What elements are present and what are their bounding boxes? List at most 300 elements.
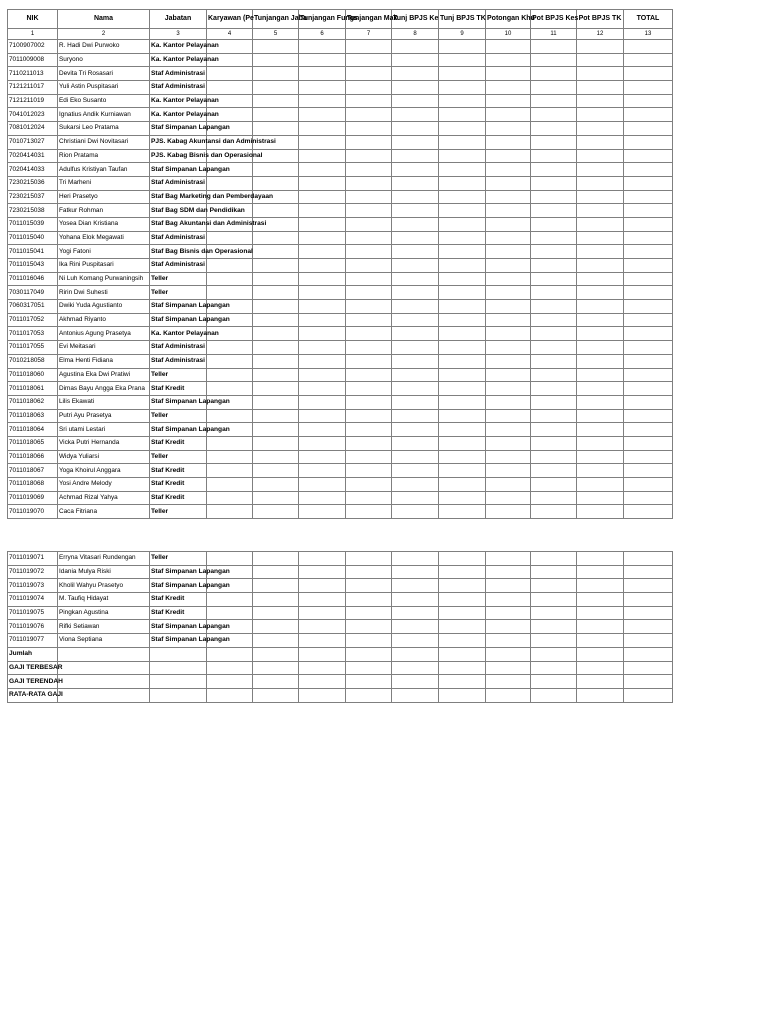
- value-cell[interactable]: [392, 675, 439, 689]
- value-cell[interactable]: [299, 190, 346, 204]
- value-cell[interactable]: [531, 579, 577, 593]
- value-cell[interactable]: [531, 593, 577, 607]
- value-cell[interactable]: [486, 368, 531, 382]
- value-cell[interactable]: [253, 491, 299, 505]
- value-cell[interactable]: [299, 53, 346, 67]
- nik-cell[interactable]: 7041012023: [8, 108, 58, 122]
- value-cell[interactable]: [346, 272, 392, 286]
- value-cell[interactable]: [439, 450, 486, 464]
- value-cell[interactable]: [486, 354, 531, 368]
- value-cell[interactable]: [150, 675, 207, 689]
- value-cell[interactable]: [577, 354, 624, 368]
- jabatan-cell[interactable]: Staf Simpanan Lapangan: [150, 395, 207, 409]
- value-cell[interactable]: [253, 354, 299, 368]
- value-cell[interactable]: [577, 108, 624, 122]
- value-cell[interactable]: [207, 552, 253, 566]
- value-cell[interactable]: [531, 436, 577, 450]
- value-cell[interactable]: [346, 354, 392, 368]
- value-cell[interactable]: [299, 464, 346, 478]
- value-cell[interactable]: [253, 259, 299, 273]
- value-cell[interactable]: [346, 675, 392, 689]
- jabatan-cell[interactable]: Staf Simpanan Lapangan: [150, 565, 207, 579]
- value-cell[interactable]: [531, 272, 577, 286]
- value-cell[interactable]: [253, 593, 299, 607]
- value-cell[interactable]: [624, 231, 673, 245]
- value-cell[interactable]: [577, 505, 624, 519]
- value-cell[interactable]: [624, 204, 673, 218]
- nik-cell[interactable]: 7121211017: [8, 81, 58, 95]
- value-cell[interactable]: [577, 204, 624, 218]
- value-cell[interactable]: [346, 368, 392, 382]
- value-cell[interactable]: [253, 108, 299, 122]
- value-cell[interactable]: [486, 149, 531, 163]
- value-cell[interactable]: [346, 491, 392, 505]
- value-cell[interactable]: [207, 409, 253, 423]
- value-cell[interactable]: [299, 354, 346, 368]
- value-cell[interactable]: [486, 436, 531, 450]
- value-cell[interactable]: [392, 382, 439, 396]
- value-cell[interactable]: [624, 552, 673, 566]
- value-cell[interactable]: [577, 423, 624, 437]
- value-cell[interactable]: [253, 81, 299, 95]
- nama-cell[interactable]: Yosea Dian Kristiana: [58, 217, 150, 231]
- value-cell[interactable]: [299, 204, 346, 218]
- value-cell[interactable]: [439, 552, 486, 566]
- value-cell[interactable]: [253, 204, 299, 218]
- value-cell[interactable]: [439, 53, 486, 67]
- value-cell[interactable]: [346, 647, 392, 661]
- value-cell[interactable]: [624, 354, 673, 368]
- value-cell[interactable]: [486, 94, 531, 108]
- nik-cell[interactable]: 7230215037: [8, 190, 58, 204]
- value-cell[interactable]: [150, 647, 207, 661]
- value-cell[interactable]: [253, 231, 299, 245]
- value-cell[interactable]: [299, 81, 346, 95]
- value-cell[interactable]: [439, 67, 486, 81]
- value-cell[interactable]: [253, 176, 299, 190]
- value-cell[interactable]: [253, 606, 299, 620]
- value-cell[interactable]: [486, 108, 531, 122]
- nik-cell[interactable]: 7011019075: [8, 606, 58, 620]
- value-cell[interactable]: [392, 286, 439, 300]
- value-cell[interactable]: [346, 450, 392, 464]
- jabatan-cell[interactable]: Staf Simpanan Lapangan: [150, 579, 207, 593]
- value-cell[interactable]: [439, 217, 486, 231]
- value-cell[interactable]: [392, 436, 439, 450]
- jabatan-cell[interactable]: Teller: [150, 450, 207, 464]
- value-cell[interactable]: [299, 552, 346, 566]
- value-cell[interactable]: [346, 94, 392, 108]
- value-cell[interactable]: [346, 409, 392, 423]
- value-cell[interactable]: [624, 450, 673, 464]
- value-cell[interactable]: [531, 231, 577, 245]
- value-cell[interactable]: [577, 647, 624, 661]
- jabatan-cell[interactable]: Ka. Kantor Pelayanan: [150, 94, 207, 108]
- value-cell[interactable]: [392, 688, 439, 702]
- value-cell[interactable]: [577, 675, 624, 689]
- value-cell[interactable]: [439, 606, 486, 620]
- value-cell[interactable]: [577, 395, 624, 409]
- jabatan-cell[interactable]: Ka. Kantor Pelayanan: [150, 108, 207, 122]
- value-cell[interactable]: [299, 231, 346, 245]
- value-cell[interactable]: [486, 53, 531, 67]
- nik-cell[interactable]: 7011016046: [8, 272, 58, 286]
- value-cell[interactable]: [439, 122, 486, 136]
- value-cell[interactable]: [253, 122, 299, 136]
- value-cell[interactable]: [577, 593, 624, 607]
- value-cell[interactable]: [577, 40, 624, 54]
- value-cell[interactable]: [439, 327, 486, 341]
- value-cell[interactable]: [439, 176, 486, 190]
- value-cell[interactable]: [346, 606, 392, 620]
- value-cell[interactable]: [439, 108, 486, 122]
- value-cell[interactable]: [624, 593, 673, 607]
- value-cell[interactable]: [439, 190, 486, 204]
- value-cell[interactable]: [392, 108, 439, 122]
- value-cell[interactable]: [486, 327, 531, 341]
- value-cell[interactable]: [577, 286, 624, 300]
- value-cell[interactable]: [207, 675, 253, 689]
- value-cell[interactable]: [207, 259, 253, 273]
- value-cell[interactable]: [577, 606, 624, 620]
- value-cell[interactable]: [439, 491, 486, 505]
- value-cell[interactable]: [207, 286, 253, 300]
- value-cell[interactable]: [253, 478, 299, 492]
- nik-cell[interactable]: 7010218058: [8, 354, 58, 368]
- value-cell[interactable]: [346, 565, 392, 579]
- value-cell[interactable]: [531, 341, 577, 355]
- value-cell[interactable]: [577, 231, 624, 245]
- value-cell[interactable]: [439, 245, 486, 259]
- value-cell[interactable]: [253, 661, 299, 675]
- nik-cell[interactable]: 7011019071: [8, 552, 58, 566]
- value-cell[interactable]: [253, 341, 299, 355]
- value-cell[interactable]: [253, 647, 299, 661]
- nik-cell[interactable]: 7011019077: [8, 634, 58, 648]
- jabatan-cell[interactable]: Staf Simpanan Lapangan: [150, 122, 207, 136]
- value-cell[interactable]: [392, 53, 439, 67]
- value-cell[interactable]: [392, 505, 439, 519]
- value-cell[interactable]: [577, 67, 624, 81]
- value-cell[interactable]: [577, 94, 624, 108]
- value-cell[interactable]: [624, 135, 673, 149]
- value-cell[interactable]: [207, 661, 253, 675]
- value-cell[interactable]: [531, 620, 577, 634]
- value-cell[interactable]: [392, 661, 439, 675]
- value-cell[interactable]: [624, 176, 673, 190]
- value-cell[interactable]: [299, 505, 346, 519]
- value-cell[interactable]: [346, 67, 392, 81]
- value-cell[interactable]: [392, 579, 439, 593]
- value-cell[interactable]: [439, 163, 486, 177]
- value-cell[interactable]: [392, 259, 439, 273]
- jabatan-cell[interactable]: Staf Kredit: [150, 606, 207, 620]
- value-cell[interactable]: [392, 81, 439, 95]
- value-cell[interactable]: [439, 81, 486, 95]
- value-cell[interactable]: [346, 40, 392, 54]
- value-cell[interactable]: [577, 245, 624, 259]
- nama-cell[interactable]: Heri Prasetyo: [58, 190, 150, 204]
- value-cell[interactable]: [439, 634, 486, 648]
- value-cell[interactable]: [531, 67, 577, 81]
- value-cell[interactable]: [207, 505, 253, 519]
- value-cell[interactable]: [577, 552, 624, 566]
- value-cell[interactable]: [253, 313, 299, 327]
- jabatan-cell[interactable]: Staf Simpanan Lapangan: [150, 313, 207, 327]
- value-cell[interactable]: [207, 67, 253, 81]
- value-cell[interactable]: [577, 565, 624, 579]
- nama-cell[interactable]: Sukarsi Leo Pratama: [58, 122, 150, 136]
- value-cell[interactable]: [207, 450, 253, 464]
- value-cell[interactable]: [486, 40, 531, 54]
- value-cell[interactable]: [346, 122, 392, 136]
- value-cell[interactable]: [299, 634, 346, 648]
- nama-cell[interactable]: Kholil Wahyu Prasetyo: [58, 579, 150, 593]
- value-cell[interactable]: [577, 313, 624, 327]
- value-cell[interactable]: [577, 163, 624, 177]
- value-cell[interactable]: [486, 647, 531, 661]
- value-cell[interactable]: [150, 661, 207, 675]
- value-cell[interactable]: [486, 245, 531, 259]
- value-cell[interactable]: [346, 286, 392, 300]
- nama-cell[interactable]: Ika Rini Puspitasari: [58, 259, 150, 273]
- nama-cell[interactable]: Lilis Ekawati: [58, 395, 150, 409]
- value-cell[interactable]: [531, 478, 577, 492]
- value-cell[interactable]: [299, 300, 346, 314]
- value-cell[interactable]: [392, 491, 439, 505]
- nama-cell[interactable]: Viona Septiana: [58, 634, 150, 648]
- value-cell[interactable]: [531, 606, 577, 620]
- value-cell[interactable]: [577, 368, 624, 382]
- value-cell[interactable]: [392, 272, 439, 286]
- value-cell[interactable]: [207, 341, 253, 355]
- value-cell[interactable]: [253, 368, 299, 382]
- nama-cell[interactable]: Yohana Elok Megawati: [58, 231, 150, 245]
- value-cell[interactable]: [624, 505, 673, 519]
- value-cell[interactable]: [624, 395, 673, 409]
- value-cell[interactable]: [58, 647, 150, 661]
- nik-cell[interactable]: 7011018060: [8, 368, 58, 382]
- value-cell[interactable]: [577, 688, 624, 702]
- nama-cell[interactable]: R. Hadi Dwi Purwoko: [58, 40, 150, 54]
- value-cell[interactable]: [299, 94, 346, 108]
- value-cell[interactable]: [253, 620, 299, 634]
- jabatan-cell[interactable]: Staf Simpanan Lapangan: [150, 300, 207, 314]
- value-cell[interactable]: [299, 259, 346, 273]
- value-cell[interactable]: [531, 313, 577, 327]
- value-cell[interactable]: [439, 231, 486, 245]
- value-cell[interactable]: [346, 395, 392, 409]
- value-cell[interactable]: [577, 327, 624, 341]
- value-cell[interactable]: [392, 647, 439, 661]
- value-cell[interactable]: [531, 40, 577, 54]
- jabatan-cell[interactable]: Staf Bag Marketing dan Pemberdayaan: [150, 190, 207, 204]
- jabatan-cell[interactable]: Staf Kredit: [150, 491, 207, 505]
- value-cell[interactable]: [531, 122, 577, 136]
- value-cell[interactable]: [299, 647, 346, 661]
- value-cell[interactable]: [299, 450, 346, 464]
- value-cell[interactable]: [299, 176, 346, 190]
- value-cell[interactable]: [531, 634, 577, 648]
- value-cell[interactable]: [577, 661, 624, 675]
- value-cell[interactable]: [624, 122, 673, 136]
- nik-cell[interactable]: 7011017055: [8, 341, 58, 355]
- value-cell[interactable]: [299, 382, 346, 396]
- value-cell[interactable]: [299, 565, 346, 579]
- nama-cell[interactable]: Agustina Eka Dwi Pratiwi: [58, 368, 150, 382]
- value-cell[interactable]: [531, 135, 577, 149]
- value-cell[interactable]: [346, 464, 392, 478]
- value-cell[interactable]: [299, 67, 346, 81]
- nik-cell[interactable]: 7100907002: [8, 40, 58, 54]
- value-cell[interactable]: [439, 135, 486, 149]
- value-cell[interactable]: [531, 565, 577, 579]
- value-cell[interactable]: [486, 593, 531, 607]
- value-cell[interactable]: [486, 464, 531, 478]
- value-cell[interactable]: [486, 634, 531, 648]
- value-cell[interactable]: [346, 478, 392, 492]
- value-cell[interactable]: [486, 286, 531, 300]
- nama-cell[interactable]: Putri Ayu Prasetya: [58, 409, 150, 423]
- nik-cell[interactable]: 7011015040: [8, 231, 58, 245]
- value-cell[interactable]: [577, 341, 624, 355]
- value-cell[interactable]: [531, 245, 577, 259]
- value-cell[interactable]: [299, 661, 346, 675]
- value-cell[interactable]: [253, 464, 299, 478]
- nik-cell[interactable]: 7060317051: [8, 300, 58, 314]
- value-cell[interactable]: [253, 579, 299, 593]
- value-cell[interactable]: [392, 149, 439, 163]
- value-cell[interactable]: [577, 81, 624, 95]
- value-cell[interactable]: [207, 354, 253, 368]
- value-cell[interactable]: [624, 620, 673, 634]
- value-cell[interactable]: [346, 300, 392, 314]
- value-cell[interactable]: [439, 565, 486, 579]
- value-cell[interactable]: [253, 40, 299, 54]
- jabatan-cell[interactable]: Staf Administrasi: [150, 176, 207, 190]
- value-cell[interactable]: [531, 409, 577, 423]
- nik-cell[interactable]: 7011019076: [8, 620, 58, 634]
- value-cell[interactable]: [346, 436, 392, 450]
- value-cell[interactable]: [392, 464, 439, 478]
- value-cell[interactable]: [392, 190, 439, 204]
- value-cell[interactable]: [346, 259, 392, 273]
- value-cell[interactable]: [253, 395, 299, 409]
- value-cell[interactable]: [392, 327, 439, 341]
- value-cell[interactable]: [346, 593, 392, 607]
- value-cell[interactable]: [531, 286, 577, 300]
- value-cell[interactable]: [624, 67, 673, 81]
- value-cell[interactable]: [486, 382, 531, 396]
- value-cell[interactable]: [392, 67, 439, 81]
- value-cell[interactable]: [439, 579, 486, 593]
- value-cell[interactable]: [624, 313, 673, 327]
- value-cell[interactable]: [253, 272, 299, 286]
- nama-cell[interactable]: Dimas Bayu Angga Eka Prana: [58, 382, 150, 396]
- value-cell[interactable]: [299, 341, 346, 355]
- value-cell[interactable]: [531, 300, 577, 314]
- nik-cell[interactable]: 7011018066: [8, 450, 58, 464]
- value-cell[interactable]: [392, 204, 439, 218]
- jabatan-cell[interactable]: Staf Kredit: [150, 382, 207, 396]
- nik-cell[interactable]: 7011018067: [8, 464, 58, 478]
- value-cell[interactable]: [439, 354, 486, 368]
- value-cell[interactable]: [299, 491, 346, 505]
- nama-cell[interactable]: Ririn Dwi Suhesti: [58, 286, 150, 300]
- value-cell[interactable]: [392, 606, 439, 620]
- value-cell[interactable]: [577, 491, 624, 505]
- value-cell[interactable]: [299, 675, 346, 689]
- value-cell[interactable]: [486, 163, 531, 177]
- value-cell[interactable]: [253, 552, 299, 566]
- value-cell[interactable]: [346, 552, 392, 566]
- nik-cell[interactable]: 7011019073: [8, 579, 58, 593]
- nik-cell[interactable]: 7011015039: [8, 217, 58, 231]
- value-cell[interactable]: [207, 272, 253, 286]
- value-cell[interactable]: [531, 368, 577, 382]
- value-cell[interactable]: [207, 231, 253, 245]
- value-cell[interactable]: [299, 606, 346, 620]
- jabatan-cell[interactable]: Staf Administrasi: [150, 81, 207, 95]
- value-cell[interactable]: [392, 593, 439, 607]
- value-cell[interactable]: [207, 606, 253, 620]
- value-cell[interactable]: [577, 409, 624, 423]
- value-cell[interactable]: [486, 67, 531, 81]
- value-cell[interactable]: [624, 464, 673, 478]
- value-cell[interactable]: [577, 382, 624, 396]
- value-cell[interactable]: [346, 341, 392, 355]
- value-cell[interactable]: [299, 395, 346, 409]
- value-cell[interactable]: [439, 647, 486, 661]
- nama-cell[interactable]: Ignatius Andik Kurniawan: [58, 108, 150, 122]
- value-cell[interactable]: [486, 190, 531, 204]
- jabatan-cell[interactable]: Teller: [150, 286, 207, 300]
- value-cell[interactable]: [392, 395, 439, 409]
- nama-cell[interactable]: M. Taufiq Hidayat: [58, 593, 150, 607]
- jabatan-cell[interactable]: Ka. Kantor Pelayanan: [150, 40, 207, 54]
- nama-cell[interactable]: Akhmad Riyanto: [58, 313, 150, 327]
- jabatan-cell[interactable]: Staf Simpanan Lapangan: [150, 634, 207, 648]
- value-cell[interactable]: [392, 217, 439, 231]
- jabatan-cell[interactable]: Staf Kredit: [150, 464, 207, 478]
- value-cell[interactable]: [207, 491, 253, 505]
- value-cell[interactable]: [439, 94, 486, 108]
- jabatan-cell[interactable]: Staf Kredit: [150, 478, 207, 492]
- value-cell[interactable]: [486, 409, 531, 423]
- jabatan-cell[interactable]: PJS. Kabag Akuntansi dan Administrasi: [150, 135, 207, 149]
- value-cell[interactable]: [624, 81, 673, 95]
- value-cell[interactable]: [486, 135, 531, 149]
- value-cell[interactable]: [207, 368, 253, 382]
- value-cell[interactable]: [486, 450, 531, 464]
- jabatan-cell[interactable]: Ka. Kantor Pelayanan: [150, 53, 207, 67]
- value-cell[interactable]: [531, 491, 577, 505]
- nik-cell[interactable]: 7230215038: [8, 204, 58, 218]
- jabatan-cell[interactable]: Teller: [150, 272, 207, 286]
- nik-cell[interactable]: 7011017053: [8, 327, 58, 341]
- value-cell[interactable]: [577, 436, 624, 450]
- value-cell[interactable]: [299, 286, 346, 300]
- value-cell[interactable]: [346, 505, 392, 519]
- value-cell[interactable]: [392, 40, 439, 54]
- value-cell[interactable]: [439, 40, 486, 54]
- value-cell[interactable]: [58, 675, 150, 689]
- value-cell[interactable]: [486, 478, 531, 492]
- value-cell[interactable]: [577, 464, 624, 478]
- value-cell[interactable]: [531, 108, 577, 122]
- jabatan-cell[interactable]: Staf Bag SDM dan Pendidikan: [150, 204, 207, 218]
- value-cell[interactable]: [439, 593, 486, 607]
